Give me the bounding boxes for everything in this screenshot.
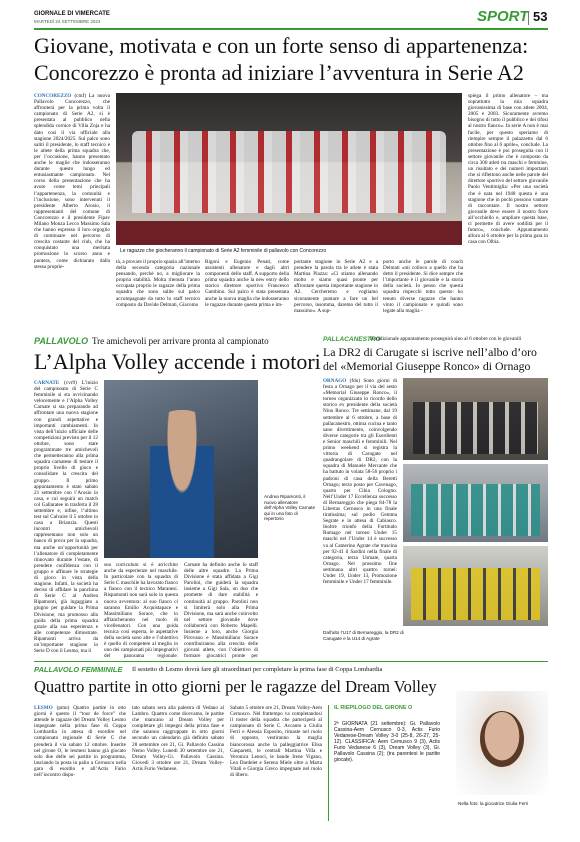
article-text-col-5 bbox=[383, 259, 463, 329]
kicker: Il sestetto di Lesmo dovrà fare gli straordinari per completare la prima fase di Coppa Lombardia bbox=[132, 666, 383, 673]
section-label: PALLACANESTRO bbox=[323, 336, 381, 343]
headline-line-2: Concorezzo è pronta ad iniziare l’avventura in Serie A2 bbox=[34, 60, 524, 85]
headline: L’Alpha Volley accende i motori bbox=[34, 349, 321, 374]
player-face bbox=[480, 711, 524, 767]
article-body: Quattro partite in otto giorni è questo il “tour de force” che attende le ragazze del Dream Volley Lesmo impegnate nella prima fase di Coppa Lombardia in attesa di esordire nel campionato regionale di Serie C che prenderà il via sabato 12 ottobre. Inserite nel girone O, le lesmesi hanno già giocato solo due delle sei partite in programma, lasciando la posta in palio a Cernusco nella gara di esordio e all’Actis Furio nell’incontro dispu- bbox=[34, 705, 126, 779]
article-concorezzo bbox=[34, 33, 548, 331]
article-body: Sono giorni di festa a Ornago per il via del sesto «Memorial Giuseppe Ronco», il torneo organizzato in ricordo dello storico ex presidente della società Nino Ronco. Tre settimane, dal 19 settembre al 6 ottobre, a base di pallacanestro, ottima cucina e tanto sano divertimento, coinvolgendo diverse categorie tra gli Esordienti e Senior maschili e femminili. Nel primo weekend si registra la vittoria di Carugate nel quadrangolare di DR2, con la squadra di Manuele Mercante che ha battuto in volata 58-56 proprio i padroni di casa della Beretti Ornago; terzo posto per Cavenago, quarto per Cibia Cologno. Nell’Under 17 Eccellenza successo di Bernareggio che piega 84-78 la Libertas Cernusco in una finale tiratissima; sul podio Gemma Segrate e in attesa di Cabiasco. Inoltre trionfo della Fortitudo Rumago nel torneo Under 15 maschi nel l’Under 14 è successo va al Camerino Agrate che trascina per 92-41 il Sardini nella finale di categoria, terza Usmate, quarta Ornago. Nel prossimo fine settimana altri quattro tornei: Under 19, Under 13, Promozione femminile e Under 17 femminile. bbox=[323, 378, 397, 586]
article-text-col-3 bbox=[184, 562, 258, 658]
stage-banner bbox=[116, 221, 462, 245]
article-memorial-ronco bbox=[323, 336, 548, 658]
article-text-col-1 bbox=[34, 705, 126, 821]
dateline: CONCOREZZO bbox=[34, 93, 72, 99]
article-alpha-volley bbox=[34, 336, 321, 658]
headline-line-1: Giovane, motivata e con un forte senso di appartenenza: bbox=[34, 33, 529, 58]
photo-caption: Dall’alto l’U17 di Bernareggio, la DR2 di Carugate e la U14 di Agrate bbox=[323, 630, 404, 641]
coach-photo bbox=[104, 380, 258, 558]
section-label: PALLAVOLO FEMMINILE bbox=[34, 665, 123, 674]
article-body: portante stagione in Serie A2 e a prendere la parola tra le atlete è stata Martina Piazza: «Ci stiamo allenando molto e siamo quasi pronte per affrontare questa importante stagione in A2. Cercheremo e vogliamo sicuramente puntare a fare un bel percorso, insomma, daremo del tutto il massimo». A sup- bbox=[294, 259, 378, 314]
article-text-col-4 bbox=[294, 259, 378, 329]
paper-name: GIORNALE DI VIMERCATE bbox=[34, 11, 110, 17]
summary-box-title: IL RIEPILOGO DEL GIRONE O bbox=[334, 705, 413, 711]
article-text-col-3 bbox=[205, 259, 289, 329]
article-dream-volley bbox=[34, 661, 548, 831]
masthead bbox=[34, 8, 548, 30]
team-group bbox=[413, 402, 538, 454]
headline-line-1: La DR2 di Carugate si iscrive nell’albo d’oro bbox=[323, 345, 537, 359]
team-group bbox=[411, 484, 540, 536]
photo-caption: Le ragazze che giocheranno il campionato di Serie A2 femminile di pallavolo con Concorezzo bbox=[120, 248, 327, 254]
article-body: porto anche le parole di coach Delmati «mi colloco a quello che ha detto il presidente. Si dice sempre che l’importante è il giovanile e la storia della società. Io penso che questa squadra rispecchi tutto questo: ho tenuto diverse ragazze che hanno vinto il campionato e quindi sono legate alla maglia - bbox=[383, 259, 463, 314]
article-text-col-3 bbox=[230, 705, 322, 821]
summary-box bbox=[328, 705, 443, 821]
page-divider bbox=[528, 11, 529, 25]
article-text-col-1 bbox=[34, 93, 110, 329]
team-group bbox=[411, 568, 540, 620]
dateline: CARNATE bbox=[34, 380, 60, 386]
article-body: La nuova Pallavolo Concorezzo, che affronterà per la prima volta il campionato di Serie A2, si è presentata al pubblico nella splendida cornice di Villa Zoja e ha dato così il via ufficiale alla stagione 2024/2025. Sul palco sono saliti il presidente, lo staff tecnico e le atlete della prima squadra che, per l’occasione, hanno presentato anche le maglie che indosseranno durante questo lungo ed entusiasmante campionato. Nel corso della presentazione che ha avuto come temi principali l’appartenenza, la comunità e l’inclusione, sono intervenuti il presidente Alberto Arosio, il rappresentanti del comune di Concorezzo e il presidente Fipav Milano Monza Lecco Massimo Sala che hanno espresso il loro orgoglio di continuare nel percorso di crescita costante del club, che ha conquistato una meritata promozione lo scorso anno e puntera, come dichiarato dalla stessa proprie- bbox=[34, 93, 110, 270]
article-body: suo curriculum si è arricchito anche da esperienze nel maschile. In particolare con la squadra di Serie C maschile ha lavorato fianco a fianco con il tecnico Maranesi. Rispamonti non sarà solo in questa nuova avventura: al suo fianco ci saranno Emilio Acquistapace e Massimiliano Sorace, che lo affiancheranno nel ruolo di vicellenatori. Con una guida tecnica così esperta, le aspettative della società sono alte e l’obiettivo è quello di competere al meglio in uno dei campionati più impegnativi del panorama regionale. bbox=[104, 562, 178, 658]
article-body: spiega il primo allenatore – ma soprattutto la mia squadra giovanissima di base con atlete 2004, 2005 e 2003. Sicuramente avremo bisogno di tutto il pubblico e dei tifosi al nostro fianco». In serie A non è mai facile, per questo speriamo di riempire sempre il palazzetto dal 6 ottobre fino al 6 aprile», conclude. La presentazione è poi proseguita con il settore giovanile che è composto da circa 300 atleti tra maschi e femmine, un risultato e dei numeri importanti che si riflettono anche nelle parole del direttore sportivo del settore giovanile Paolo Ventimiglia: «Per una società che è nata nel 1948 questa è una stagione che in pochi possono vantare di raccontare. Il nostro settore giovanile deve essere il nostro fiore all’occhiello e, ampliare questa base, ci permette di avere sodilità per il futuro», conclude. Appuntamento allora al 6 ottobre per la prima gara in casa con Olbia. bbox=[468, 93, 548, 246]
article-text-col-6 bbox=[468, 93, 548, 329]
photo-caption: Andrea Ripamonti, il nuovo allenatore dell’Alpha Volley Carnate qui in una foto di repertorio bbox=[264, 494, 316, 522]
photo-bernareggio bbox=[403, 378, 548, 460]
section-label: PALLAVOLO bbox=[34, 336, 89, 346]
headline: Quattro partite in otto giorni per le ragazze del Dream Volley bbox=[34, 677, 437, 696]
masthead-rule bbox=[34, 28, 548, 30]
dateline-detail: (cvr9) bbox=[64, 380, 77, 386]
dateline-detail: (pmu) bbox=[56, 705, 70, 711]
article-body: tà, a provare il proprio spazio all’interno della seconda categoria nazionale pensando, perché no, a migliorare la propria stabilità. Molta ritenuta l’anno occupata proprio le ragazze della prima squadra che sono salite sul palco accompagnate da tutto lo staff tecnico composto da Davide Delmati, Giacomo bbox=[116, 259, 200, 308]
article-body: tato sabato sera alla palestra di Vedano al Lambro. Quattro come dicevamo, le partite che mancano al Dream Volley per completare gli impegni della prima fase e che saranno raggruppate in otto giorni secondo un calendario già definito sabato 28 settembre ore 21, Gi. Pallavolo Cassina Nemo Volley. Lunedì 30 settembre ore 21, Dream Volley-Gi. Pallavolo Cassina. Giovedì 3 ottobre ore 21, Dream Volley-Actis Furio Vedanese. bbox=[132, 705, 224, 772]
article-text-col-1 bbox=[34, 380, 98, 658]
coach-figure bbox=[150, 410, 214, 558]
article-text-col-2 bbox=[116, 259, 200, 329]
article-text bbox=[323, 378, 397, 626]
players-group bbox=[132, 131, 446, 213]
player-photo bbox=[456, 691, 548, 795]
dateline: LESMO bbox=[34, 705, 53, 711]
article-body: Carnate ha definito anche lo staff delle altre squadre. La Prima Divisione è stata affidata a Gigi Parolini, che guiderà la squadra insieme a Gigi Sala, un duo che promette di dare stabilità e continuità al gruppo. Parolini non si limiterà solo alla Prima Divisione, ma sarà anche coinvolto nel settore giovanile dove collaborerà con Roberto Mapelli. Insieme a loro, anche Giorgia Pirovano e Massimiliano Sorace contribuiranno alla crescita delle giovani atlete, con l’obiettivo di formare giocatrici pronte per bbox=[184, 562, 258, 658]
article-text-col-2 bbox=[132, 705, 224, 821]
dateline: ORNAGO bbox=[323, 378, 347, 384]
summary-box-text: 2ª GIORNATA (21 settembre): Gi. Pallavolo Cassina-Aem Cernusco 0-3, Actis Furio Vedanese-Dream Volley 3-0 (25-8, 26-27, 25-12). CLASSIFICA: Aem Cernusco 9 (3), Actis Furio Vedanese 6 (3), Dream Volley (3), Gi. Pallavolo Cassina (2); (tra parentesi le partite giocate). bbox=[334, 721, 440, 763]
photo-agrate bbox=[403, 546, 548, 626]
article-body: Rigoni e Eugenio Penati, come assistenti allenatore e dagli altri componenti dello staff. A supporto della prima squadra anche la new entry dello storico direttore sportivo Francesco Gambino. Sul palco è stata presentata anche la nuova maglia che indosseranno le ragazze durante questa prima e im- bbox=[205, 259, 289, 308]
dateline-detail: (cmf) bbox=[74, 93, 86, 99]
section-title: SPORT bbox=[477, 8, 529, 25]
dateline-detail: (fdu) bbox=[349, 378, 361, 384]
kicker: Tre amichevoli per arrivare pronta al campionato bbox=[92, 336, 269, 346]
photo-caption: Nella foto: la giocatrice Giulia Ferri bbox=[458, 801, 529, 806]
issue-date: MARTEDÌ 24 SETTEMBRE 2024 bbox=[34, 19, 101, 24]
section-rule bbox=[34, 661, 548, 662]
kicker: Il tradizionale appuntamento proseguirà sino al 6 ottobre con le giovanili bbox=[370, 336, 522, 342]
team-photo bbox=[116, 93, 462, 245]
page-number: 53 bbox=[533, 9, 548, 24]
article-text-col-2 bbox=[104, 562, 178, 658]
summary-box-body bbox=[334, 721, 440, 817]
headline-line-2: del «Memorial Giuseppe Ronco» di Ornago bbox=[323, 359, 531, 373]
article-body: L’inizio del campionato di Serie C femminile si sta avvicinando velocemente e l’Alpha Volley Carnate si sta preparando ad affrontare una nuova stagione con grandi aspettative e importanti cambiamenti. In vista dell’inizio ufficiale delle competizioni previsto per il 12 ottobre, sono state programmate tre amichevoli che permetteranno alla prima squadra carnatese di testare il proprio livello di gioco e consolidare la crescita del gruppo. Il primo appuntamento è stato sabato 21 settembre con l’Arosio in casa, e cui seguirà un match col Gallaratee in trasferta il 28 settembre e, infine, l’ultimo test sul Calvaire il 5 ottobre in casa a Brianzia. Questi incontri amichevoli rappresentano non solo un banco di prova per la squadra, ma anche un’opportunità per l’allenatore di completamente rinnovato durante l’estate, di prendere confidenza con il gruppo e affinare le strategie di gioco in vista della stagione. Infatti, la società ha deciso di affidare la panchina di Serie C al Andrea Ripamonti, già ingaggiato a giugno per guidare la Prima Divisione, ma promosso alla guida della prima squadra grazie alla sua esperienza e alle competenze dimostrate. Ripamonti arriva da un’importante stagione in Serie D con il Lesmo, ma il bbox=[34, 380, 98, 655]
article-body: Sabato 5 ottobre ore 21, Dream Volley-Aem Cernusco. Nel frattempo va completandosi il roster della squadra che parteciperà al campionato di Serie C. Accanto a Giulia Ferri e Alessia Esposito, rimaste nel ruolo di opposto, vestiranno la maglia biancorossa anche la palleggiatrice Elisa Gasparetti, le centrali Martina Villa e Veronica Lenoci, le bande Irene Vigano, Lea Dardelet e Serena Miele oltre a Marta Vitali e Giorgia Greco impegnate nel ruolo di libero. bbox=[230, 705, 322, 779]
photo-carugate bbox=[403, 464, 548, 542]
